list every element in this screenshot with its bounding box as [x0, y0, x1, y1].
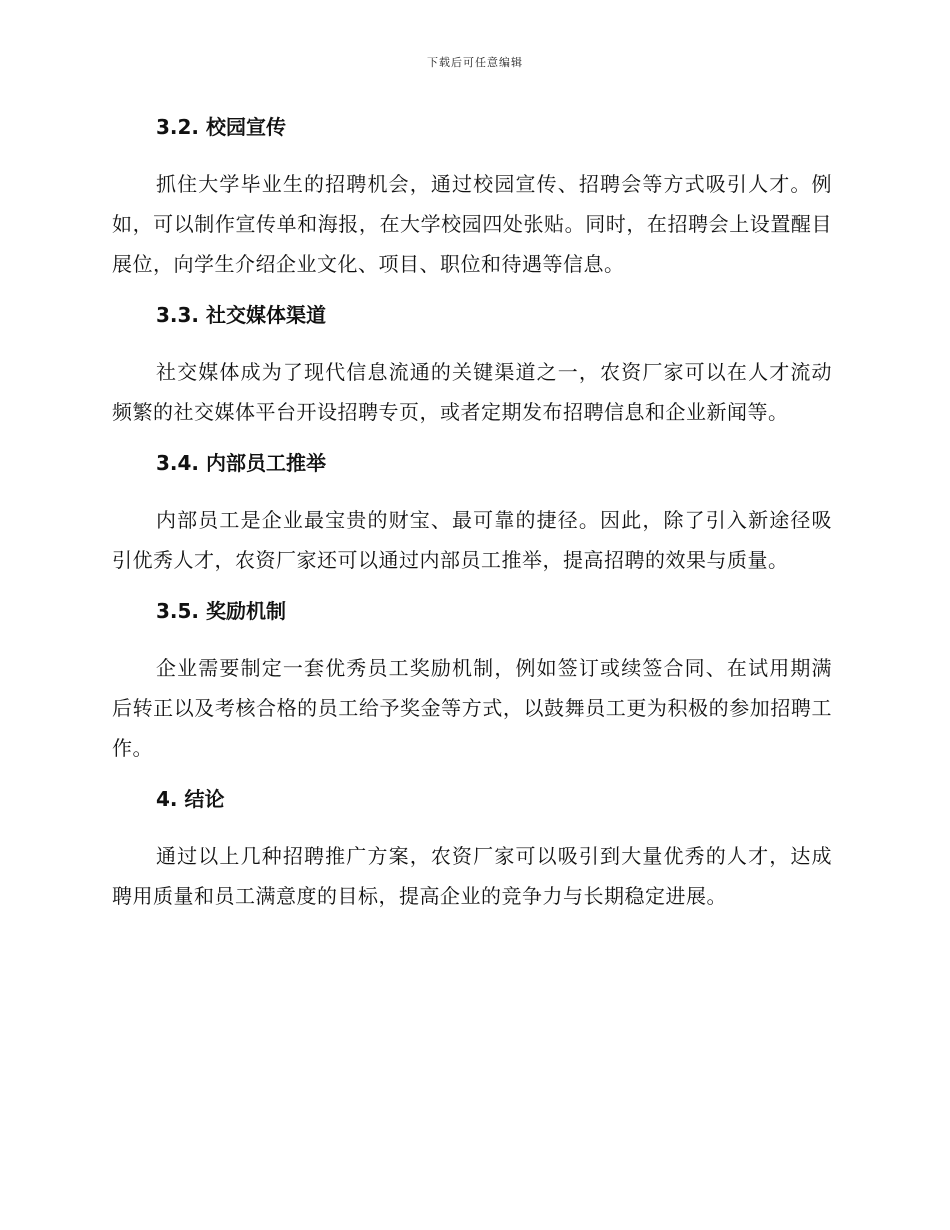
- header-note: 下载后可任意编辑: [427, 56, 523, 69]
- section-heading: 3.2. 校园宣传: [156, 115, 286, 139]
- section-4: [112, 780, 832, 916]
- section-3-5: [112, 592, 832, 768]
- section-paragraph: 企业需要制定一套优秀员工奖励机制，例如签订或续签合同、在试用期满后转正以及考核合格的员工给予奖金等方式，以鼓舞员工更为积极的参加招聘工作。: [112, 656, 832, 760]
- section-paragraph: 内部员工是企业最宝贵的财宝、最可靠的捷径。因此，除了引入新途径吸引优秀人才，农资厂家还可以通过内部员工推举，提高招聘的效果与质量。: [112, 508, 832, 572]
- section-3-3: [112, 296, 832, 432]
- section-heading: 3.4. 内部员工推举: [156, 451, 326, 475]
- section-paragraph: 通过以上几种招聘推广方案，农资厂家可以吸引到大量优秀的人才，达成聘用质量和员工满意度的目标，提高企业的竞争力与长期稳定进展。: [112, 844, 832, 908]
- section-paragraph: 抓住大学毕业生的招聘机会，通过校园宣传、招聘会等方式吸引人才。例如，可以制作宣传单和海报，在大学校园四处张贴。同时，在招聘会上设置醒目展位，向学生介绍企业文化、项目、职位和待遇等信息。: [112, 172, 832, 276]
- section-heading: 3.3. 社交媒体渠道: [156, 303, 326, 327]
- section-heading: 4. 结论: [156, 787, 225, 811]
- section-heading: 3.5. 奖励机制: [156, 599, 286, 623]
- section-3-4: [112, 444, 832, 580]
- section-3-2: [112, 108, 832, 284]
- section-paragraph: 社交媒体成为了现代信息流通的关键渠道之一，农资厂家可以在人才流动频繁的社交媒体平台开设招聘专页，或者定期发布招聘信息和企业新闻等。: [112, 360, 832, 424]
- document-body: [112, 108, 832, 928]
